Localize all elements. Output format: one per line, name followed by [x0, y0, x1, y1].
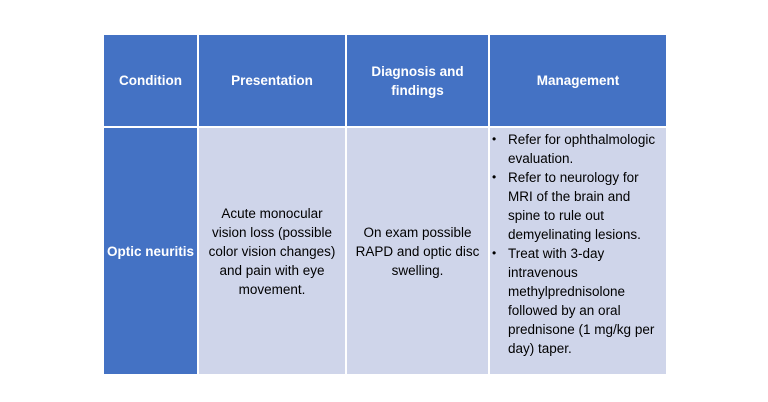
cell-condition: Optic neuritis — [103, 127, 198, 375]
management-item — [490, 244, 662, 358]
cell-presentation: Acute monocular vision loss (possible color vision changes) and pain with eye movement. — [198, 127, 346, 375]
header-diagnosis: Diagnosis and findings — [346, 34, 489, 127]
management-item-text: Treat with 3-day intravenous methylprednisolone followed by an oral prednisone (1 mg/kg per day) taper. — [508, 246, 655, 356]
cell-diagnosis: On exam possible RAPD and optic disc swelling. — [346, 127, 489, 375]
bullet-icon: • — [492, 132, 497, 146]
table-row — [103, 127, 667, 375]
management-item — [490, 168, 662, 244]
condition-table-container — [102, 33, 666, 376]
header-management: Management — [489, 34, 667, 127]
header-condition: Condition — [103, 34, 198, 127]
bullet-icon: • — [492, 246, 497, 260]
management-item-text: Refer to neurology for MRI of the brain and spine to rule out demyelinating lesions. — [508, 170, 641, 242]
condition-table — [102, 33, 668, 376]
management-item-text: Refer for ophthalmologic evaluation. — [508, 132, 656, 166]
header-row — [103, 34, 667, 127]
bullet-icon: • — [492, 170, 497, 184]
header-presentation: Presentation — [198, 34, 346, 127]
management-item — [490, 130, 662, 168]
cell-management — [489, 127, 667, 375]
table-header — [103, 34, 667, 127]
table-body — [103, 127, 667, 375]
management-list — [490, 130, 662, 358]
